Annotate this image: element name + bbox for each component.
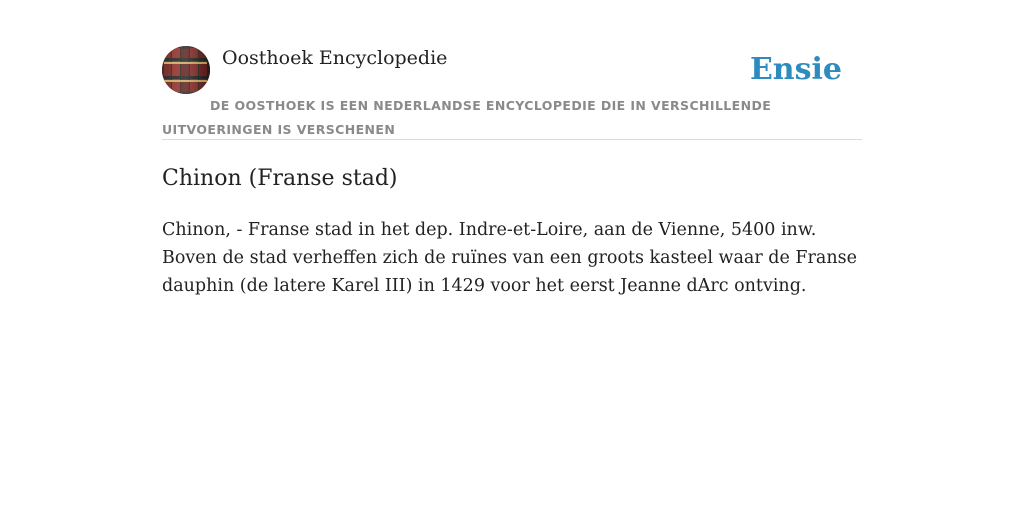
site-name[interactable]: Oosthoek Encyclopedie <box>222 47 448 69</box>
book-spines-avatar-icon[interactable] <box>162 46 210 94</box>
article-body: Chinon, - Franse stad in het dep. Indre-et-Loire, aan de Vienne, 5400 inw. Boven de stad verheffen zich de ruïnes van een groots kasteel waar de Franse dauphin (de latere Karel III) in 1429 voor het eerst Jeanne dArc ontving. <box>162 220 857 296</box>
brand-logo-link[interactable]: Ensie <box>749 52 842 87</box>
article-title: Chinon (Franse stad) <box>162 166 398 191</box>
site-tagline: DE OOSTHOEK IS EEN NEDERLANDSE ENCYCLOPEDIE DIE IN VERSCHILLENDE UITVOERINGEN IS VERSCHENEN <box>162 98 772 137</box>
site-header <box>162 46 862 140</box>
